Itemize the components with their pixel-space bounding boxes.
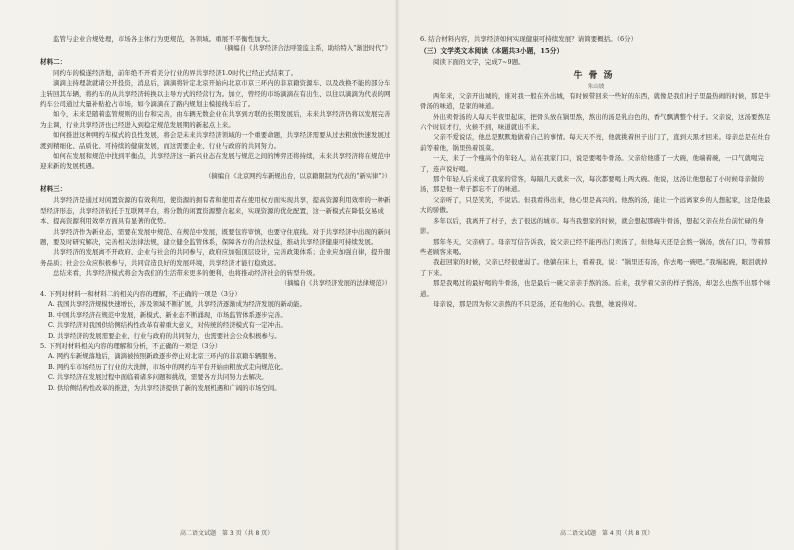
footer-left: 高二语文试题 第 3 页（共 8 页）	[180, 530, 274, 537]
story-title: 牛骨汤	[573, 70, 619, 81]
paragraph: 两年来，父亲开出城的，谁对我一般在外出城，有时候带回来一些好的东西，就像是我们村子里最热闹的时候，那是牛骨汤的味道，是家的味道。	[420, 91, 771, 111]
option: A. 我国共享经济规模快速增长，涉及领域不断扩展，共享经济逐渐成为经济发展的新动能。	[48, 300, 306, 309]
paragraph: 同约车的模遂经济地，前年绝不开看美分行业的界共享经济1.0时代已经正式结束了。	[53, 68, 298, 77]
story-author: 朱山坡	[587, 83, 605, 90]
material-2	[40, 68, 395, 172]
material-2-title: 材料二：	[40, 57, 67, 66]
option: B. 网约车市场经历了行业的大洗牌，市场中的网约车平台开始由粗放式走向规范化。	[48, 362, 287, 371]
source-1: （摘编自《共享经济合法呼签监主系，助给特入“渐进时代”》	[220, 45, 391, 53]
paragraph: 外出卖骨汤的人每天半夜里起床，把骨头放在锅里熬，熬出的汤是乳白色的，香气飘满整个村子。父亲说，这汤要熬足六个时辰才行，火候不到，味道就出不来。	[420, 112, 771, 132]
paragraph: 总结来看，共享经济模式将会为我们的生活带来更多的便利，也将推动经济社会的转型升级。	[53, 269, 320, 278]
question-6: 6. 结合材料内容，共享经济如何实现健康可持续发展？请简要概括。（6分）	[420, 35, 638, 43]
paragraph: 监管与企业合规处理，市场各主体行为更规范，各领域。重展不平衡性加大。	[53, 35, 274, 43]
paragraph: 一天，来了一个瘦高个的年轻人，站在我家门口，说是要喝牛骨汤。父亲给他盛了一大碗，他端着碗，一口气就喝完了，连声说好喝。	[420, 154, 765, 173]
paragraph: 母亲说，那是因为你父亲熬的不只是汤，还有他的心。我想，她说得对。	[433, 299, 641, 308]
left-page	[40, 34, 395, 522]
paragraph: 如何在发展和规范中找到平衡点，共享经济这一新兴业态在发展与规范之间的博弈还将持续，未来共享经济将在规范中迎来新的发展机遇。	[40, 152, 391, 171]
paragraph: 共享经济的发展离不开政府、企业与社会的共同参与，政府应加强顶层设计，完善政策体系；企业应加强自律，提升服务品质；社会公众应积极参与，共同营造良好的发展环境，共享经济才能行稳致远。	[40, 248, 391, 267]
story-body	[420, 91, 772, 310]
paragraph: 多年以后，我离开了村子，去了很远的城市。每当我想家的时候，就会想起那碗牛骨汤，想起父亲在灶台前忙碌的身影。	[420, 216, 765, 236]
left-top-text	[40, 34, 395, 44]
material-3	[40, 195, 395, 278]
paragraph: 如今，未来是随着监管规则的出台和完善，由车辆无数企业在共享到方联的长期发展后，未来共享经济仍将以发展完善为主调，行业共享经济也已经进入到稳定规范发展期的新起点上来。	[40, 110, 391, 129]
page-fold	[396, 0, 398, 550]
paragraph: 父亲不爱说话，他总是默默地做着自己的事情。每天天不亮，他就挑着担子出门了，直到天黑才回来。母亲总是在灶台前等着他，锅里热着饭菜。	[420, 133, 771, 152]
option: C. 共享经济对我国供给侧结构性改革有着重大意义，对传统的经济模式有一定冲击。	[48, 321, 287, 330]
option: B. 中国共享经济在规范中发展，新模式、新业态不断涌现，市场监管体系逐步完善。	[48, 310, 287, 319]
option: D. 共享经济的发展需要企业、行业与政府的共同努力，也需要社会公众积极参与。	[48, 331, 281, 340]
paragraph: 滴滴主持理款就诸公开投资，消息后，滴滴将针定北京开始向北京市京三环内的非京籍资源车、以及改换不能的部分车主转回其车辆，将约车的从共享经济转换以主导方式的经营行为。加立，曾经的市场滴滴在有出生、以往以滴滴为代表的网约车公司通过大量补贴抢占市场，如今滴滴在了路内规划主模接线车后了。	[40, 79, 391, 109]
source-3: （摘编自《共享经济发展的法律规范》）	[280, 279, 391, 287]
question-4: 4. 下列对材料一和材料二的相关内容的理解，不正确的一项是（3分）	[40, 289, 241, 298]
footer-right: 高二语文试题 第 4 页（共 8 页）	[560, 530, 654, 537]
paragraph: 父亲听了，只是笑笑，不说话。但我看得出来，他心里是高兴的。他熬的汤，能让一个远离家乡的人想起家，这是他最大的骄傲。	[420, 195, 771, 215]
question-5-options	[40, 351, 395, 393]
paragraph: 共享经济作为新业态，需要在发展中规范、在规范中发展，既要包容审慎，也要守住底线。对于共享经济中出现的新问题，要及时研究解决，完善相关法律法规，建立健全监管体系，保障各方的合法权益，推动共享经济健康可持续发展。	[40, 227, 391, 246]
paragraph: 我赶回家的时候，父亲已经很虚弱了。他躺在床上，看着我，说：“锅里还有汤，你去喝一碗吧。”我端起碗，眼泪就掉了下来。	[420, 258, 768, 277]
paragraph: 如何推进这种网约车模式的良性发展，将会是未来共享经济领域的一个重要命题，共享经济需要从过去粗放快速发展过渡到精细化、品质化、可持续的健康发展，而这需要企业、行业与政府的共同努力。	[40, 131, 391, 150]
question-4-options	[40, 299, 395, 341]
paragraph: 那是我喝过的最好喝的牛骨汤，也是最后一碗父亲亲手熬的汤。后来，我学着父亲的样子熬汤，却怎么也熬不出那个味道。	[420, 279, 771, 298]
question-5: 5. 下列对材料相关内容的理解和分析，不正确的一项是（3分）	[40, 341, 222, 350]
option: C. 共享经济在发展过程中面临着诸多问题和挑战，需要各方共同努力去解决。	[48, 373, 268, 382]
section-3-heading: （三）文学类文本阅读（本题共3小题，15分）	[420, 47, 564, 56]
paragraph: 那个年轻人后来成了我家的常客，每隔几天就来一次，每次都要喝上两大碗。他说，这汤让他想起了小时候母亲做的汤，那是他一辈子都忘不了的味道。	[420, 175, 765, 194]
paragraph: 那年冬天，父亲病了。母亲写信告诉我，说父亲已经不能再出门卖汤了，但他每天还是会熬一锅汤，放在门口，等着那些老顾客来喝。	[420, 237, 771, 256]
source-2: （摘编自《北京网约车新规出台，以京籍限制为代表的“新实律”》）	[205, 172, 391, 180]
material-3-title: 材料三：	[40, 185, 67, 194]
reading-intro: 阅读下面的文字，完成7~9题。	[433, 58, 525, 67]
option: D. 供给侧结构性改革的推进，为共享经济提供了新的发展机遇和广阔的市场空间。	[48, 383, 281, 392]
option: A. 网约车新规落地后，滴滴被按照新政逐步停止对北京三环内的非京籍车辆服务。	[48, 352, 281, 361]
right-page	[420, 34, 772, 522]
paragraph: 共享经济是通过对闲置资源的有效利用，使资源的拥有者和使用者在使用权方面实现共享，提高资源利用效率的一种新型经济形态，共享经济依托于互联网平台，将分散的闲置资源整合起来，实现资源的优化配置，这一新模式在降低交易成本、提高资源利用效率方面具有显著的优势。	[40, 196, 391, 226]
